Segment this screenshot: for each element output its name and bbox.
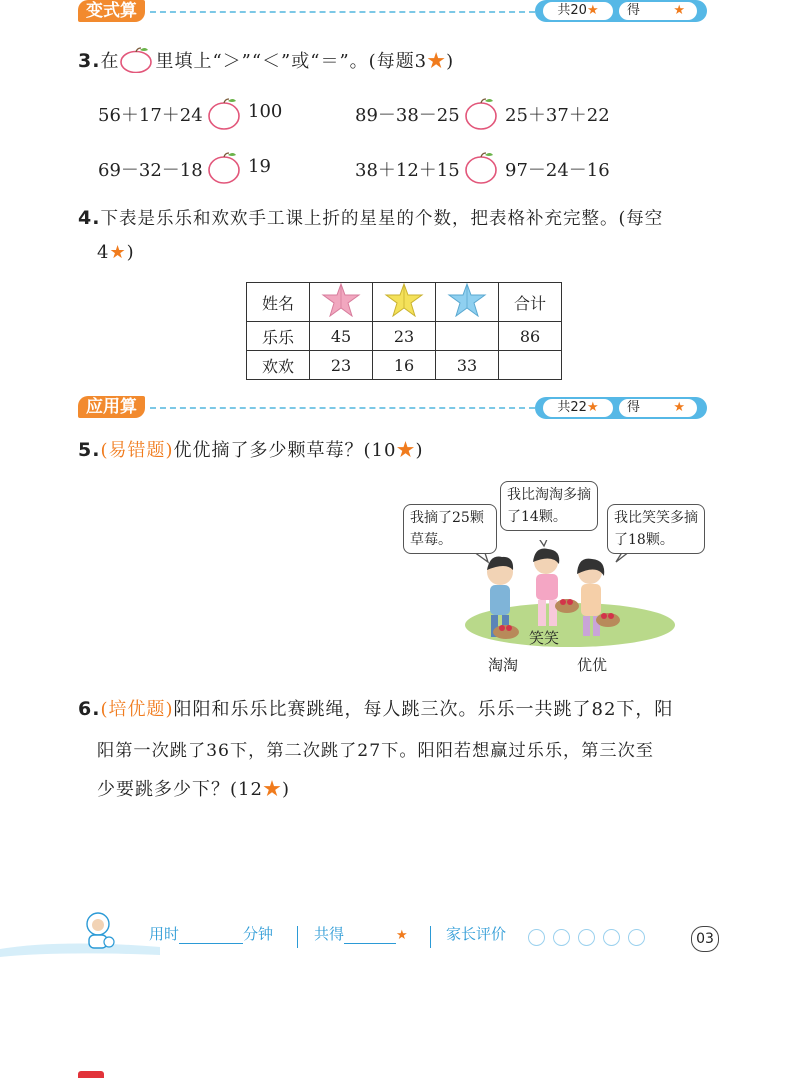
expression-left: 89－38－25: [355, 105, 460, 126]
pink-star-icon: [310, 283, 373, 322]
footer-parent-eval: 家长评价: [446, 925, 507, 943]
yellow-star-icon: [373, 283, 436, 322]
question-4: 4.下表是乐乐和欢欢手工课上折的星星的个数，把表格补充完整。(每空: [78, 207, 664, 229]
table-cell: 33: [436, 351, 499, 380]
apple-blank-icon[interactable]: [208, 97, 242, 131]
question-4-line2: 4★): [97, 242, 135, 263]
star-icon: ★: [586, 3, 599, 18]
table-header-total: 合计: [499, 283, 562, 322]
smiley-icon[interactable]: [578, 929, 595, 946]
footer-separator: [297, 926, 298, 948]
expression-right: 25＋37＋22: [505, 105, 610, 126]
expression-right: 19: [248, 156, 271, 177]
expression-left: 56＋17＋24: [98, 105, 203, 126]
star-icon: ★: [109, 242, 127, 263]
star-count-table: [246, 282, 562, 380]
blue-star-icon: [436, 283, 499, 322]
name-label-taotao: 淘淘: [488, 656, 519, 674]
apple-blank-icon[interactable]: [465, 97, 499, 131]
bottom-red-tab: [78, 1071, 104, 1078]
kids-illustration: [440, 540, 690, 650]
table-cell: 23: [310, 351, 373, 380]
earned-score: 得 ★: [619, 2, 697, 20]
speech-bubble-youyou: 我比笑笑多摘了18颗。: [607, 504, 705, 554]
smiley-icon[interactable]: [528, 929, 545, 946]
smiley-icon[interactable]: [628, 929, 645, 946]
name-label-youyou: 优优: [577, 656, 608, 674]
table-row: [247, 322, 562, 351]
footer-separator: [430, 926, 431, 948]
footer-earned: 共得 ★: [314, 925, 408, 943]
score-box: [535, 397, 707, 419]
question-6: 6.(培优题)阳阳和乐乐比赛跳绳，每人跳三次。乐乐一共跳了82下，阳: [78, 698, 674, 720]
question-tag: (易错题): [100, 440, 174, 461]
footer-time: 用时 分钟: [149, 925, 274, 943]
star-icon: ★: [586, 400, 599, 415]
speech-bubble-taotao: 我摘了25颗草莓。: [403, 504, 497, 554]
expression-left: 38＋12＋15: [355, 160, 460, 181]
total-score: 共20★: [543, 2, 613, 20]
question-6-line3: 少要跳多少下？(12★): [97, 779, 290, 800]
smiley-icon[interactable]: [603, 929, 620, 946]
section-title-yingyongsuan: 应用算: [78, 396, 145, 418]
table-blank-cell[interactable]: [436, 322, 499, 351]
expression-left: 69－32－18: [98, 160, 203, 181]
astronaut-mascot-icon: [78, 910, 118, 954]
question-tag: (培优题): [100, 699, 174, 720]
section-title-bianshisuan: 变式算: [78, 0, 145, 22]
earned-input-line[interactable]: [344, 943, 396, 944]
star-icon: ★: [396, 928, 408, 943]
table-cell: 16: [373, 351, 436, 380]
star-icon: ★: [673, 400, 685, 415]
name-label-xiaoxiao: 笑笑: [529, 629, 560, 647]
star-icon: ★: [427, 51, 447, 72]
table-cell: 45: [310, 322, 373, 351]
star-icon: ★: [262, 779, 282, 800]
section-divider: [150, 11, 535, 13]
table-header-name: 姓名: [247, 283, 310, 322]
page-number: 03: [691, 926, 719, 952]
score-box: [535, 0, 707, 22]
star-icon: ★: [673, 3, 685, 18]
table-blank-cell[interactable]: [499, 351, 562, 380]
earned-score: 得 ★: [619, 399, 697, 417]
total-score: 共22★: [543, 399, 613, 417]
apple-blank-icon: [119, 47, 155, 73]
expression-right: 97－24－16: [505, 160, 610, 181]
speech-bubble-xiaoxiao: 我比淘淘多摘了14颗。: [500, 481, 598, 531]
time-input-line[interactable]: [179, 943, 243, 944]
question-5: 5.(易错题)优优摘了多少颗草莓？(10★): [78, 439, 424, 461]
star-icon: ★: [396, 440, 416, 461]
table-cell: 23: [373, 322, 436, 351]
table-row: [247, 351, 562, 380]
expression-right: 100: [248, 101, 283, 122]
smiley-icon[interactable]: [553, 929, 570, 946]
table-cell: 乐乐: [247, 322, 310, 351]
table-cell: 欢欢: [247, 351, 310, 380]
apple-blank-icon[interactable]: [208, 151, 242, 185]
section-divider: [150, 407, 535, 409]
question-6-line2: 阳第一次跳了36下，第二次跳了27下。阳阳若想赢过乐乐，第三次至: [97, 741, 654, 761]
question-3: 3.在 里填上“＞”“＜”或“＝”。(每题3★): [78, 47, 454, 73]
table-cell: 86: [499, 322, 562, 351]
apple-blank-icon[interactable]: [465, 151, 499, 185]
